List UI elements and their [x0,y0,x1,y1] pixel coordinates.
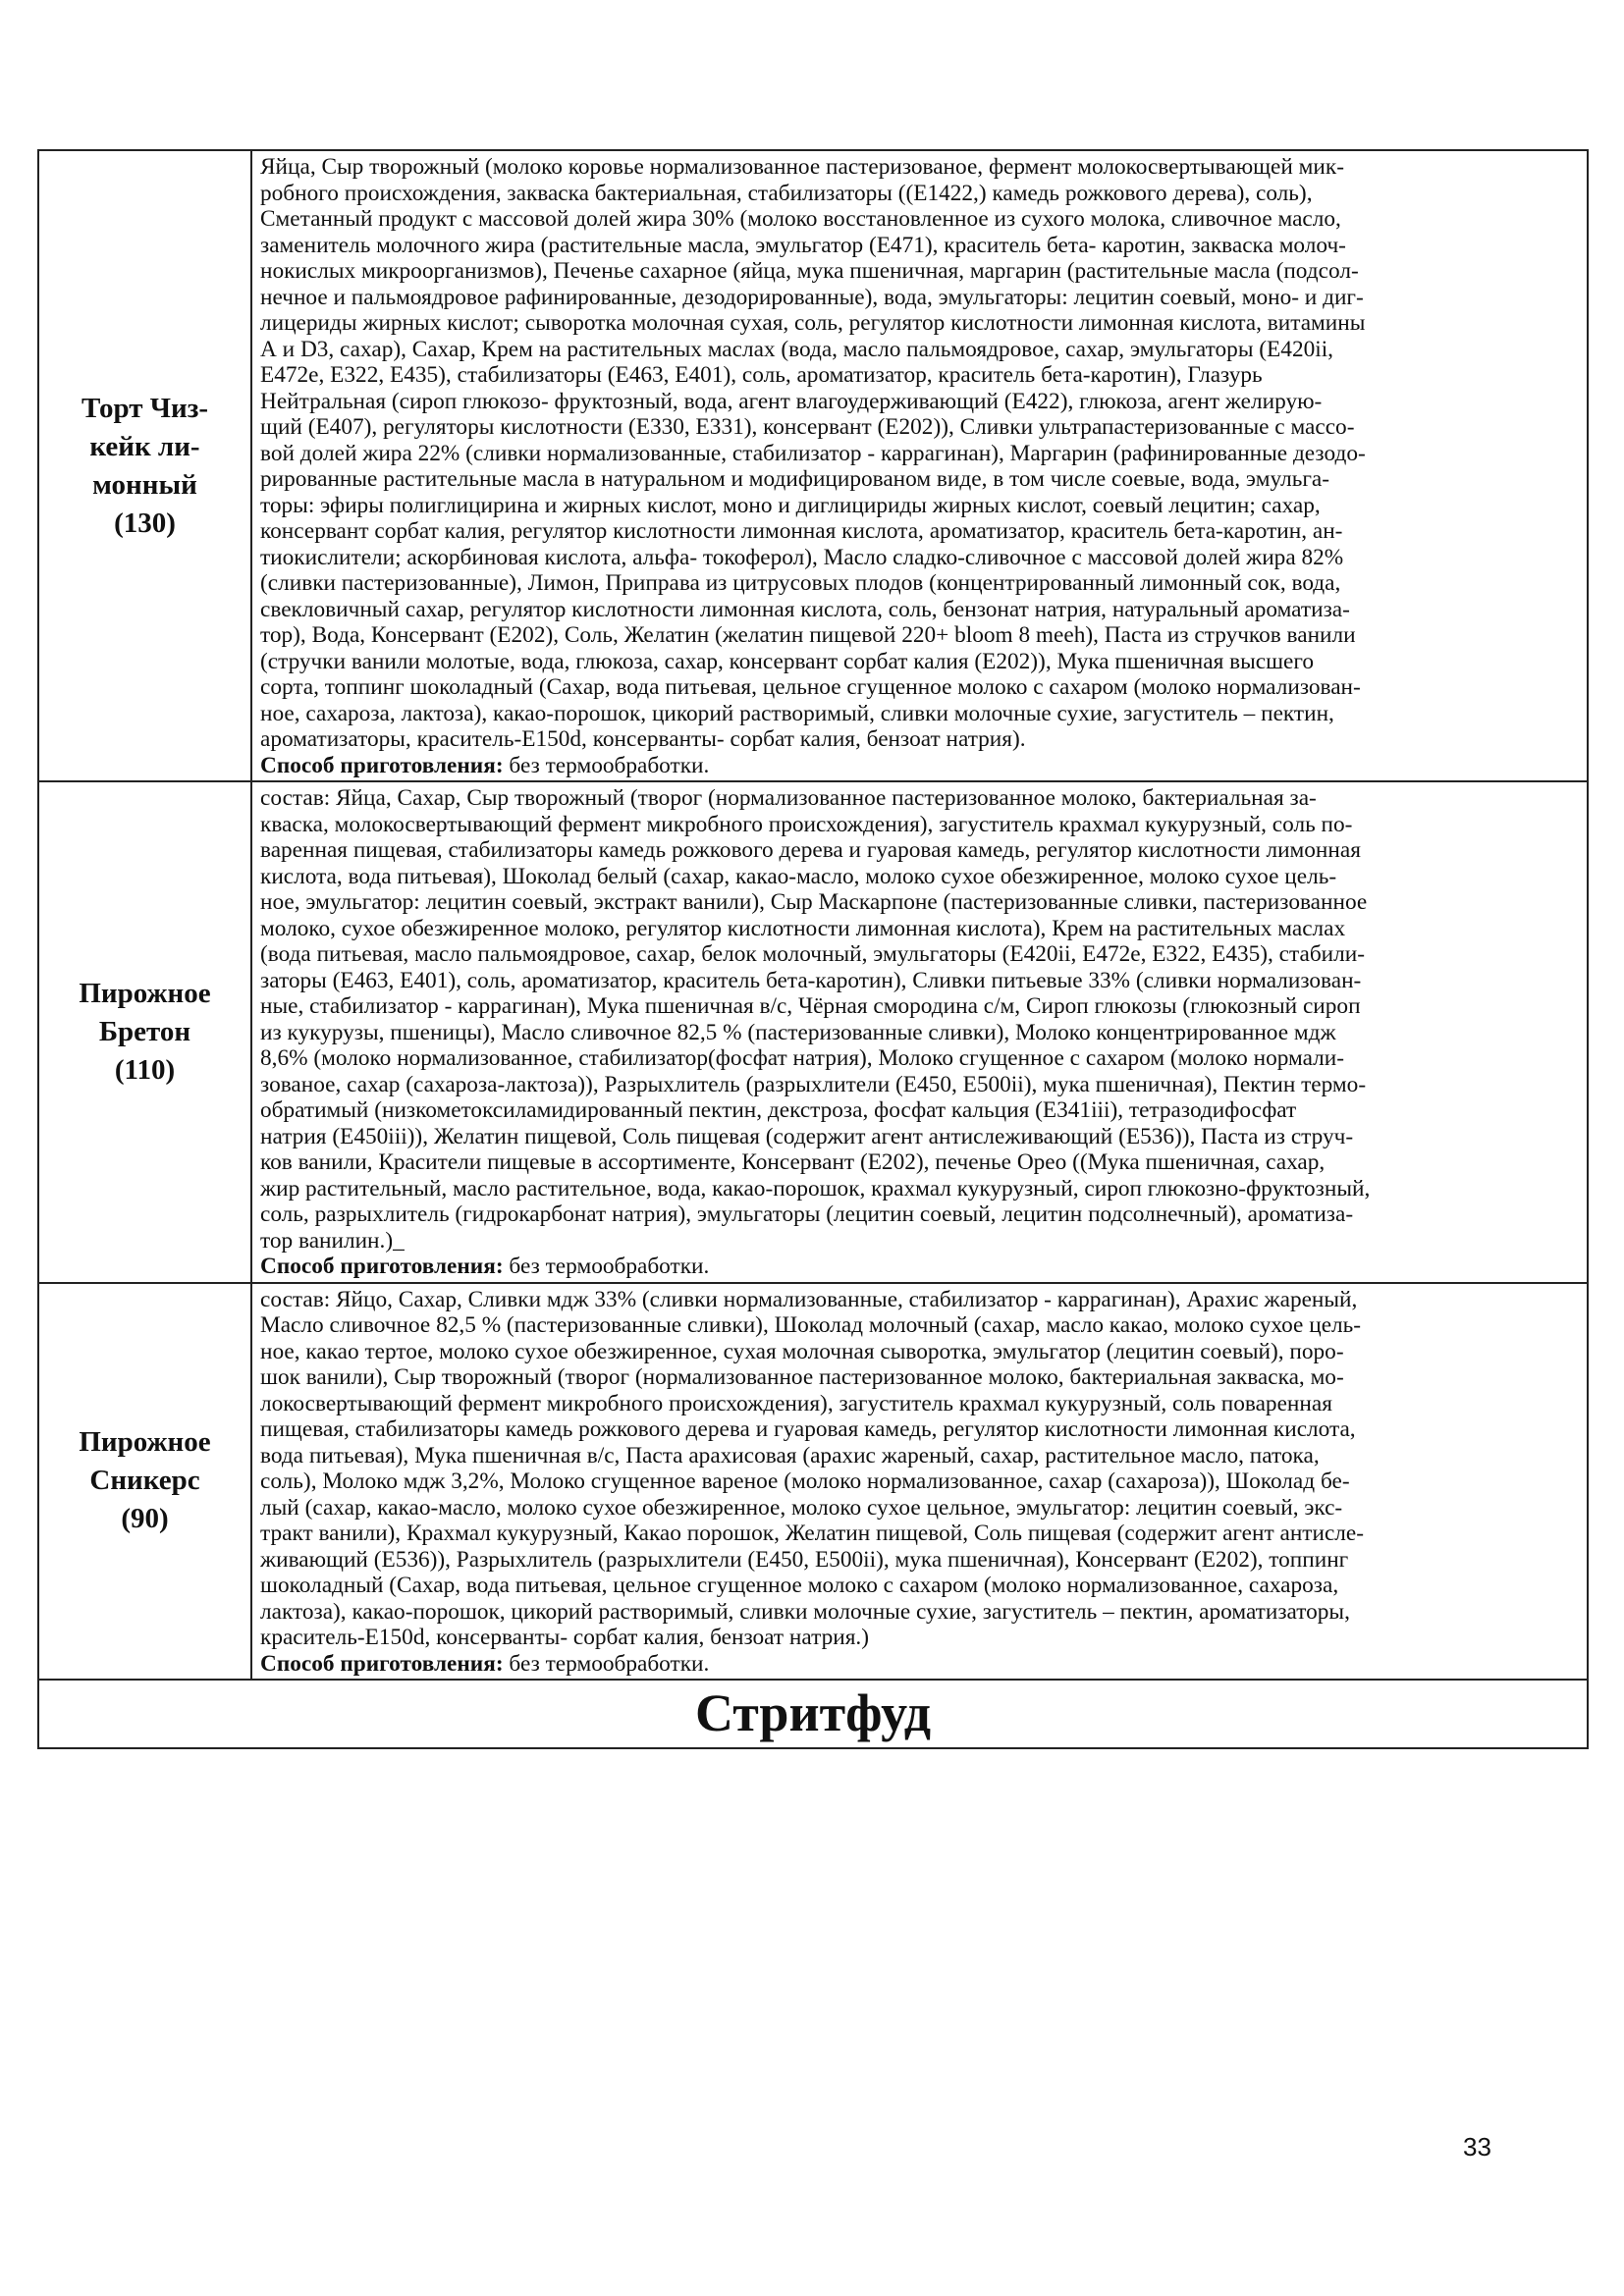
section-row [38,1680,1588,1748]
composition-line: ков ванили, Красители пищевые в ассортименте, Консервант (Е202), печенье Орео ((Мука пшеничная, сахар, [260,1149,1326,1175]
item-name-line: (130) [114,507,176,539]
preparation-method [260,753,1579,779]
composition-line: свекловичный сахар, регулятор кислотности лимонная кислота, соль, бензонат натрия, натуральный ароматиза- [260,596,1350,622]
composition-line: рированные растительные масла в натуральном и модифицированом виде, в том числе соевые, вода, эмульга- [260,466,1329,492]
composition-line: соль), Молоко мдж 3,2%, Молоко сгущенное вареное (молоко нормализованное, сахар (сахароза)), Шоколад бе- [260,1468,1350,1494]
composition-line: (сливки пастеризованные), Лимон, Приправа из цитрусовых плодов (концентрированный лимонный сок, вода, [260,570,1341,596]
composition-line: натрия (Е450iii)), Желатин пищевой, Соль пищевая (содержит агент антислеживающий (Е536)), Паста из струч- [260,1123,1354,1149]
composition-line: зованое, сахар (сахароза-лактоза)), Разрыхлитель (разрыхлители (Е450, Е500ii), мука пшеничная), Пектин термо- [260,1071,1367,1097]
menu-item-row [38,781,1588,1283]
menu-table [37,149,1589,1749]
composition-line: (стручки ванили молотые, вода, глюкоза, сахар, консервант сорбат калия (Е202)), Мука пшеничная высшего [260,648,1315,674]
item-name-line: (90) [121,1503,169,1535]
preparation-value: без термообработки. [503,752,710,778]
composition-line: Масло сливочное 82,5 % (пастеризованные сливки), Шоколад молочный (сахар, масло какао, молоко сухое цель- [260,1312,1362,1338]
item-name-line: кейк ли- [89,430,200,462]
composition-line: Нейтральная (сироп глюкозо- фруктозный, вода, агент влагоудерживающий (Е422), глюкоза, агент желирую- [260,388,1323,414]
composition-line: из кукурузы, пшеницы), Масло сливочное 82,5 % (пастеризованные сливки), Молоко концентрированное мдж [260,1019,1336,1045]
item-name-line: Бретон [98,1015,191,1047]
preparation-label: Способ приготовления: [260,1650,504,1677]
composition-line: кваска, молокосвертывающий фермент микробного происхождения), загуститель крахмал кукурузный, соль по- [260,811,1353,837]
composition-line: лый (сахар, какао-масло, молоко сухое обезжиренное, молоко сухое цельное, эмульгатор: лецитин соевый, экс- [260,1494,1343,1521]
item-name-line: монный [92,468,197,501]
composition-line: ное, какао тертое, молоко сухое обезжиренное, сухая молочная сыворотка, эмульгатор (лецитин соевый), поро- [260,1338,1344,1364]
item-name [38,150,251,781]
preparation-label: Способ приготовления: [260,752,504,778]
composition-line: нокислых микроорганизмов), Печенье сахарное (яйца, мука пшеничная, маргарин (растительные масла (подсол- [260,258,1359,284]
composition-line: ное, сахароза, лактоза), какао-порошок, цикорий растворимый, сливки молочные сухие, загуститель – пектин, [260,700,1334,726]
preparation-method [260,1254,1579,1280]
composition-line: нечное и пальмоядровое рафинированные, дезодорированные), вода, эмульгаторы: лецитин соевый, моно- и диг- [260,284,1364,310]
composition-line: (вода питьевая, масло пальмоядровое, сахар, белок молочный, эмульгаторы (Е420ii, Е472е, Е322, Е435), стабили- [260,941,1365,967]
item-composition [251,781,1588,1283]
composition-line: торы: эфиры полиглицирина и жирных кислот, моно и диглицириды жирных кислот, соевый лецитин; сахар, [260,492,1321,518]
composition-line: локосвертывающий фермент микробного происхождения), загуститель крахмал кукурузный, соль поваренная [260,1390,1332,1416]
composition-line: вой долей жира 22% (сливки нормализованные, стабилизатор - каррагинан), Маргарин (рафинированные дезодо- [260,440,1366,466]
composition-line: Яйца, Сыр творожный (молоко коровье нормализованное пастеризованое, фермент молокосвертывающей мик- [260,154,1344,180]
item-composition [251,150,1588,781]
item-name-line: Торт Чиз- [81,392,209,424]
composition-line: А и D3, сахар), Сахар, Крем на растительных маслах (вода, масло пальмоядровое, сахар, эмульгаторы (Е420ii, [260,336,1334,362]
composition-line: Сметанный продукт с массовой долей жира 30% (молоко восстановленное из сухого молока, сливочное масло, [260,206,1341,232]
preparation-value: без термообработки. [503,1254,710,1279]
composition-line: робного происхождения, закваска бактериальная, стабилизаторы ((Е1422,) камедь рожкового дерева), соль), [260,180,1313,206]
page-number: 33 [1463,2132,1491,2162]
composition-line: вода питьевая), Мука пшеничная в/с, Паста арахисовая (арахис жареный, сахар, растительное масло, патока, [260,1442,1320,1468]
composition-line: щий (Е407), регуляторы кислотности (Е330, Е331), консервант (Е202)), Сливки ультрапастеризованные с массо- [260,414,1355,440]
composition-line: Е472е, Е322, Е435), стабилизаторы (Е463, Е401), соль, ароматизатор, краситель бета-каротин), Глазурь [260,362,1263,388]
composition-line: жир растительный, масло растительное, вода, какао-порошок, крахмал кукурузный, сироп глюкозно-фруктозный, [260,1175,1371,1201]
composition-line: живающий (Е536)), Разрыхлитель (разрыхлители (Е450, Е500ii), мука пшеничная), Консервант (Е202), топпинг [260,1546,1349,1573]
composition-line: шоколадный (Сахар, вода питьевая, цельное сгущенное молоко с сахаром (молоко нормализованное, сахароза, [260,1573,1339,1598]
composition-line: заменитель молочного жира (растительные масла, эмульгатор (Е471), краситель бета- каротин, закваска молоч- [260,232,1346,258]
composition-line: молоко, сухое обезжиренное молоко, регулятор кислотности лимонная кислота), Крем на растительных маслах [260,915,1346,941]
composition-line: шок ванили), Сыр творожный (творог (нормализованное пастеризованное молоко, бактериальная закваска, мо- [260,1364,1344,1390]
preparation-value: без термообработки. [503,1650,710,1677]
composition-line: тор ванилин.)_ [260,1227,405,1254]
item-name-line: Сникерс [89,1465,200,1497]
composition-line: тор), Вода, Консервант (Е202), Соль, Желатин (желатин пищевой 220+ bloom 8 meeh), Паста из стручков ванили [260,622,1356,648]
menu-item-row [38,1283,1588,1681]
item-name-line: Пирожное [79,1426,211,1459]
item-name-line: (110) [114,1053,176,1086]
preparation-method [260,1651,1579,1678]
composition-line: ные, стабилизатор - каррагинан), Мука пшеничная в/с, Чёрная смородина с/м, Сироп глюкозы (глюкозный сироп [260,993,1361,1019]
composition-line: соль, разрыхлитель (гидрокарбонат натрия), эмульгаторы (лецитин соевый, лецитин подсолнечный), ароматиза- [260,1201,1354,1227]
preparation-label: Способ приготовления: [260,1254,504,1279]
composition-line: обратимый (низкометоксиламидированный пектин, декстроза, фосфат кальция (Е341iii), тетразодифосфат [260,1097,1297,1123]
item-name-line: Пирожное [79,977,211,1009]
composition-line: ное, эмульгатор: лецитин соевый, экстракт ванили), Сыр Маскарпоне (пастеризованные сливки, пастеризованное [260,889,1368,915]
composition-line: заторы (Е463, Е401), соль, ароматизатор, краситель бета-каротин), Сливки питьевые 33% (сливки нормализован- [260,967,1362,993]
composition-line: состав: Яйца, Сахар, Сыр творожный (творог (нормализованное пастеризованное молоко, бактериальная за- [260,785,1317,811]
composition-line: кислота, вода питьевая), Шоколад белый (сахар, какао-масло, молоко сухое обезжиренное, молоко сухое цель- [260,863,1337,889]
item-name [38,781,251,1283]
composition-line: варенная пищевая, стабилизаторы камедь рожкового дерева и гуаровая камедь, регулятор кислотности лимонная [260,837,1361,863]
item-composition [251,1283,1588,1681]
menu-item-row [38,150,1588,781]
composition-line: сорта, топпинг шоколадный (Сахар, вода питьевая, цельное сгущенное молоко с сахаром (молоко нормализован- [260,674,1361,700]
composition-line: лицериды жирных кислот; сыворотка молочная сухая, соль, регулятор кислотности лимонная кислота, витамины [260,310,1366,336]
composition-line: 8,6% (молоко нормализованное, стабилизатор(фосфат натрия), Молоко сгущенное с сахаром (молоко нормали- [260,1045,1344,1071]
composition-line: консервант сорбат калия, регулятор кислотности лимонная кислота, ароматизатор, краситель бета-каротин, ан- [260,518,1343,544]
composition-line: ароматизаторы, краситель-Е150d, консерванты- сорбат калия, бензоат натрия). [260,726,1026,752]
item-name [38,1283,251,1681]
composition-line: состав: Яйцо, Сахар, Сливки мдж 33% (сливки нормализованные, стабилизатор - каррагинан), Арахис жареный, [260,1286,1358,1312]
composition-line: краситель-Е150d, консерванты- сорбат калия, бензоат натрия.) [260,1625,869,1650]
composition-line: лактоза), какао-порошок, цикорий растворимый, сливки молочные сухие, загуститель – пектин, ароматизаторы, [260,1598,1350,1625]
composition-line: пищевая, стабилизаторы камедь рожкового дерева и гуаровая камедь, регулятор кислотности лимонная кислота, [260,1416,1356,1442]
composition-line: тиокислители; аскорбиновая кислота, альфа- токоферол), Масло сладко-сливочное с массовой долей жира 82% [260,544,1344,570]
section-title: Стритфуд [38,1680,1588,1748]
composition-line: тракт ванили), Крахмал кукурузный, Какао порошок, Желатин пищевой, Соль пищевая (содержит агент антисле- [260,1521,1365,1546]
